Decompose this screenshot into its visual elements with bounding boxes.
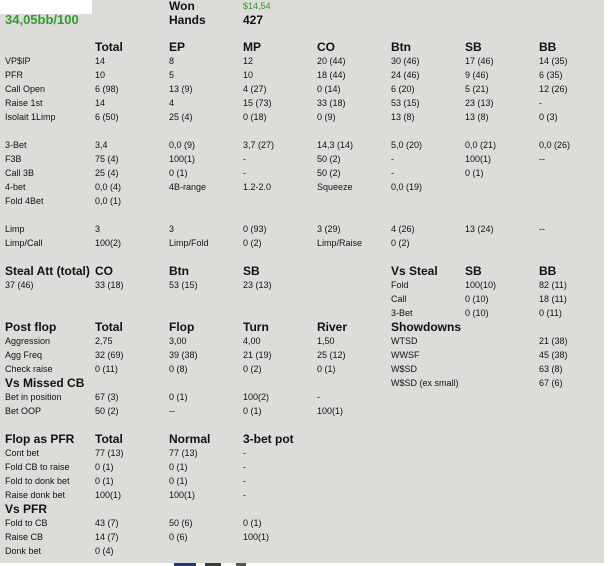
stat-value: 0,0 (9) [169,140,196,150]
stat-value: 77 (13) [169,448,198,458]
stat-label: Fold 4Bet [5,196,44,206]
stat-value: 0 (1) [169,392,188,402]
postflop-header-c1: Total [95,320,123,334]
stat-value: Squeeze [317,182,353,192]
stat-label: Raise 1st [5,98,43,108]
stat-value: 6 (98) [95,84,119,94]
stat-value: 0,0 (19) [391,182,423,192]
stat-value: 13 (9) [169,84,193,94]
stat-value: 3,4 [95,140,108,150]
steal-header-c6: SB [465,264,482,278]
stat-value: 82 (11) [539,280,567,290]
stat-value: 0 (11) [95,364,118,374]
stat-value: 67 (3) [95,392,119,402]
stat-value: 0,0 (26) [539,140,571,150]
stat-value: 0 (1) [243,518,262,528]
stat-value: 0 (1) [95,462,114,472]
stat-value: 24 (46) [391,70,420,80]
stat-value: 23 (13) [465,98,494,108]
stat-value: 25 (4) [95,168,119,178]
stat-value: 0,0 (1) [95,196,122,206]
postflop-header-c2: Flop [169,320,195,334]
stat-value: 6 (35) [539,70,563,80]
stat-value: 30 (46) [391,56,420,66]
stat-value: - [391,168,394,178]
stat-label: Bet OOP [5,406,42,416]
stat-value: 100(1) [243,532,270,542]
stat-label: Limp [5,224,25,234]
stat-value: 75 (4) [95,154,119,164]
flopaspfr-header-c3: 3-bet pot [243,432,294,446]
stat-value: 0 (4) [95,546,114,556]
stat-value: 5,0 (20) [391,140,423,150]
stat-value: 12 (26) [539,84,568,94]
stat-value: 53 (15) [391,98,420,108]
stat-value: 4 (27) [243,84,267,94]
postflop-header-c0: Post flop [5,320,57,334]
stat-value: 14,3 (14) [317,140,354,150]
stat-label: Fold CB to raise [5,462,70,472]
stat-label: Donk bet [5,546,42,556]
stat-value: 23 (13) [243,280,272,290]
steal-header-c2: Btn [169,264,189,278]
stat-value: 50 (2) [317,154,341,164]
stat-value: - [243,490,246,500]
stat-value: 12 [243,56,254,66]
stat-value: 63 (8) [539,364,563,374]
stat-value: 25 (12) [317,350,346,360]
stat-value: 18 (11) [539,294,567,304]
stat-value: - [243,462,246,472]
flopaspfr-header-c2: Normal [169,432,211,446]
stat-value: 0 (2) [243,364,262,374]
stat-value: W$SD (ex small) [391,378,459,388]
stat-value: - [243,168,246,178]
stat-label: 4-bet [5,182,26,192]
stat-value: 3,7 (27) [243,140,275,150]
stat-value: 0,0 (21) [465,140,497,150]
stat-label: 37 (46) [5,280,34,290]
stat-value: 0 (1) [243,406,262,416]
stat-value: 4B-range [169,182,207,192]
stat-value: 6 (20) [391,84,415,94]
preflop-header-c2: EP [169,40,186,54]
won-value: $14,54 [243,1,271,11]
stat-value: - [243,476,246,486]
stat-value: 21 (38) [539,336,568,346]
stat-value: 0 (3) [539,112,558,122]
stat-value: WTSD [391,336,418,346]
stat-label: Aggression [5,336,51,346]
stat-label: Call 3B [5,168,35,178]
stat-value: 0 (1) [169,168,188,178]
stat-value: 1,50 [317,336,335,346]
stat-label: Bet in position [5,392,62,402]
stat-value: 10 [243,70,254,80]
stat-value: 100(1) [95,490,122,500]
stat-value: 2,75 [95,336,113,346]
preflop-header-c5: Btn [391,40,411,54]
stat-value: 3-Bet [391,308,413,318]
stat-value: 0 (1) [317,364,336,374]
steal-header-c1: CO [95,264,113,278]
stat-value: 0 (10) [465,308,489,318]
steal-header-c3: SB [243,264,260,278]
stat-value: 0 (1) [169,476,188,486]
stat-value: - [391,154,394,164]
stat-value: 67 (6) [539,378,563,388]
stat-value: 13 (24) [465,224,494,234]
stat-value: 6 (50) [95,112,119,122]
stat-value: Limp/Fold [169,238,209,248]
right-border [604,0,608,566]
stat-value: 17 (46) [465,56,494,66]
stat-value: 50 (6) [169,518,193,528]
stat-value: 13 (8) [465,112,489,122]
stat-label: VP$IP [5,56,31,66]
preflop-header-c7: BB [539,40,557,54]
stat-value: 8 [169,56,175,66]
preflop-header-c4: CO [317,40,335,54]
stat-value: 0 (18) [243,112,267,122]
stat-value: - [539,98,542,108]
stat-label: Raise donk bet [5,490,66,500]
stat-value: 43 (7) [95,518,119,528]
stat-value: 0 (6) [169,532,188,542]
stat-value: 0 (1) [465,168,484,178]
flopaspfr-header-c1: Total [95,432,123,446]
stat-value: 18 (44) [317,70,346,80]
stat-label: Raise CB [5,532,44,542]
steal-header-c7: BB [539,264,557,278]
stat-value: 3,00 [169,336,187,346]
stat-value: 32 (69) [95,350,124,360]
postflop-header-c5: Showdowns [391,320,461,334]
stat-value: Fold [391,280,409,290]
stat-value: 4 [169,98,175,108]
stat-value: 0 (11) [539,308,562,318]
stat-value: 3 [169,224,175,234]
stat-value: 53 (15) [169,280,198,290]
stat-value: - [243,448,246,458]
stat-value: 45 (38) [539,350,568,360]
stat-value: 9 (46) [465,70,489,80]
stat-value: - [243,154,246,164]
stat-value: 77 (13) [95,448,124,458]
stat-value: 14 [95,98,106,108]
stat-value: 3 (29) [317,224,341,234]
stat-label: Isolait 1Limp [5,112,56,122]
stat-value: 39 (38) [169,350,198,360]
stat-value: 100(1) [169,154,196,164]
stat-value: 14 (7) [95,532,119,542]
stat-value: 4 (26) [391,224,415,234]
stat-label: Cont bet [5,448,40,458]
preflop-header-c6: SB [465,40,482,54]
stat-value: -- [169,406,175,416]
stat-value: 1.2-2.0 [243,182,272,192]
stat-value: 5 [169,70,175,80]
preflop-header-c3: MP [243,40,261,54]
stat-value: 0 (9) [317,112,336,122]
stat-value: 100(10) [465,280,497,290]
stat-label: Fold to CB [5,518,48,528]
stat-label: Limp/Call [5,238,43,248]
stat-label: Fold to donk bet [5,476,70,486]
hands-label: Hands [169,13,206,27]
stat-value: 50 (2) [95,406,119,416]
stat-label: PFR [5,70,23,80]
stat-value: Limp/Raise [317,238,363,248]
missedcb-header-c0: Vs Missed CB [5,376,85,390]
stat-value: 0 (14) [317,84,341,94]
preflop-header-c1: Total [95,40,123,54]
stat-value: 100(1) [465,154,492,164]
stat-value: 50 (2) [317,168,341,178]
vspfr-header-c0: Vs PFR [5,502,48,516]
stat-value: 14 (35) [539,56,568,66]
stat-value: 0 (1) [169,462,188,472]
stat-value: Call [391,294,407,304]
stat-value: -- [539,224,545,234]
stat-value: 5 (21) [465,84,489,94]
stat-label: Check raise [5,364,53,374]
stat-value: 100(2) [95,238,122,248]
stat-label: 3-Bet [5,140,27,150]
hands-value: 427 [243,13,264,27]
stat-value: 0 (1) [95,476,114,486]
stat-value: 100(1) [169,490,196,500]
stat-value: 100(1) [317,406,344,416]
stat-value: - [317,392,320,402]
stat-value: 0,0 (4) [95,182,122,192]
postflop-header-c4: River [317,320,348,334]
stat-value: 0 (93) [243,224,267,234]
steal-header-c5: Vs Steal [391,264,438,278]
stat-value: 100(2) [243,392,270,402]
stat-value: 33 (18) [317,98,346,108]
bb-per-100: 34,05bb/100 [5,12,79,27]
stat-value: 0 (10) [465,294,489,304]
stat-value: 25 (4) [169,112,193,122]
stat-label: F3B [5,154,22,164]
stat-value: 33 (18) [95,280,124,290]
stat-value: -- [539,154,545,164]
stat-value: WWSF [391,350,420,360]
postflop-header-c3: Turn [243,320,269,334]
stat-value: 4,00 [243,336,261,346]
stat-value: 20 (44) [317,56,346,66]
stat-label: Call Open [5,84,46,94]
stat-value: 13 (8) [391,112,415,122]
stat-value: 0 (8) [169,364,188,374]
stat-label: Agg Freq [5,350,43,360]
stat-value: 10 [95,70,106,80]
stat-value: 3 [95,224,101,234]
stat-value: 0 (2) [391,238,410,248]
steal-header-c0: Steal Att (total) [5,264,90,278]
stat-value: 14 [95,56,106,66]
stat-value: 0 (2) [243,238,262,248]
won-label: Won [169,0,195,13]
stat-value: W$SD [391,364,418,374]
flopaspfr-header-c0: Flop as PFR [5,432,75,446]
stat-value: 21 (19) [243,350,272,360]
stat-value: 15 (73) [243,98,272,108]
